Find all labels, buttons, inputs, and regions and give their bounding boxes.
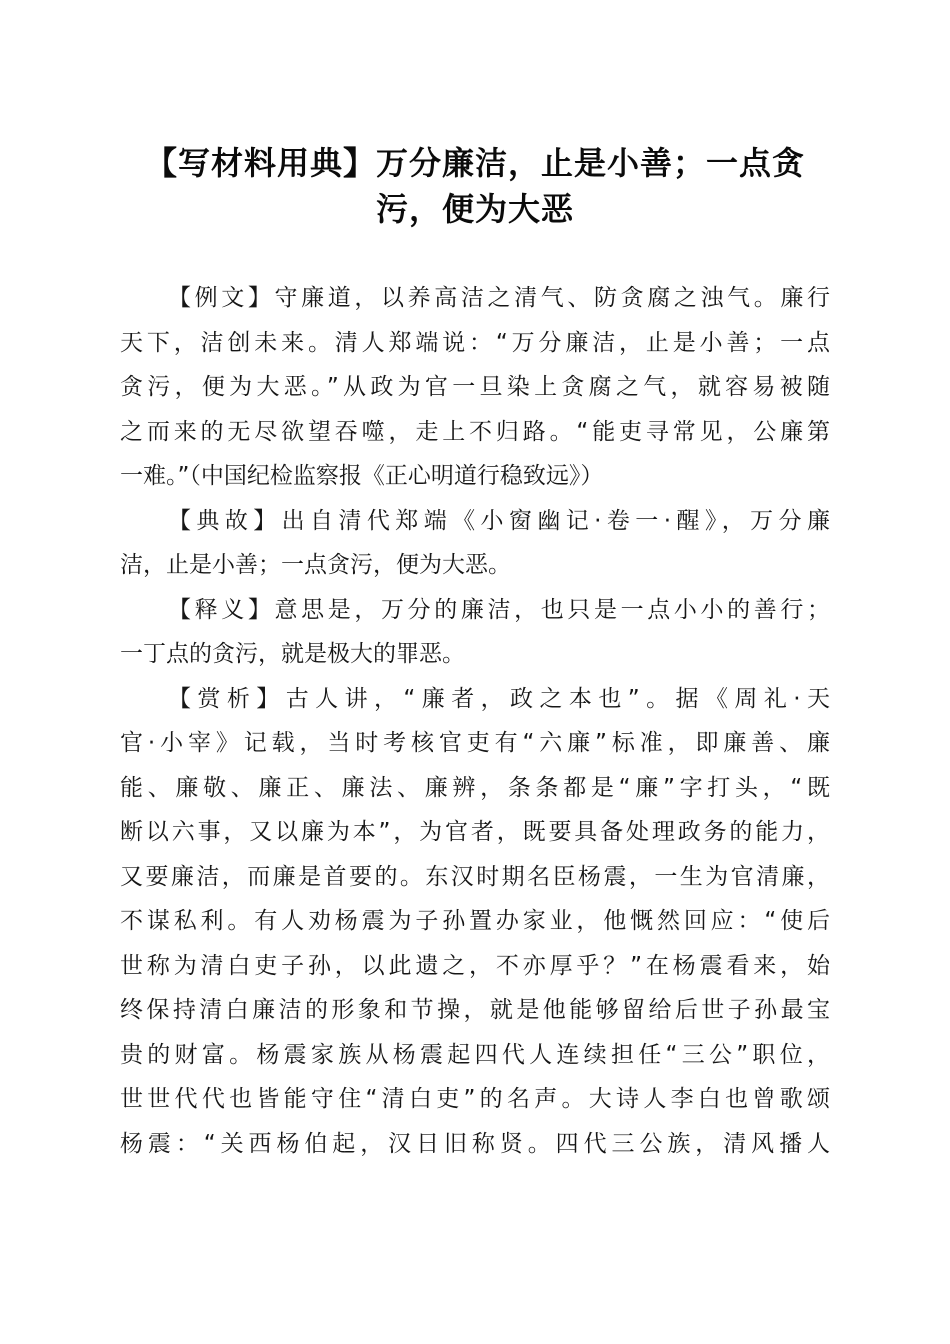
title-line-1: 【写材料用典】万分廉洁，止是小善；一点贪 bbox=[144, 144, 805, 182]
title-line-2: 污，便为大恶 bbox=[375, 190, 574, 228]
text-line: 断以六事，又以廉为本”，为官者，既要具备处理政务的能力， bbox=[120, 819, 830, 845]
text-line: 【典故】出自清代郑端《小窗幽记·卷一·醒》，万分廉 bbox=[168, 507, 830, 534]
paragraph-meaning bbox=[120, 588, 830, 677]
document-title bbox=[110, 140, 840, 232]
paragraph-appreciation bbox=[120, 677, 830, 1167]
text-line: 能、廉敬、廉正、廉法、廉辨，条条都是“廉”字打头，“既 bbox=[120, 774, 830, 801]
text-line: 天下，洁创未来。清人郑端说：“万分廉洁，止是小善；一点 bbox=[120, 329, 830, 356]
text-line: 一难。”（中国纪检监察报《正心明道行稳致远》） bbox=[120, 463, 604, 489]
text-line: 不谋私利。有人劝杨震为子孙置办家业，他慨然回应：“使后 bbox=[120, 908, 830, 934]
text-line: 又要廉洁，而廉是首要的。东汉时期名臣杨震，一生为官清廉， bbox=[120, 863, 830, 890]
text-line: 【例文】守廉道，以养高洁之清气、防贪腐之浊气。廉行 bbox=[168, 285, 830, 311]
text-line: 【释义】意思是，万分的廉洁，也只是一点小小的善行； bbox=[168, 596, 830, 623]
text-line: 贵的财富。杨震家族从杨震起四代人连续担任“三公”职位， bbox=[120, 1041, 830, 1068]
text-line: 【赏析】古人讲，“廉者，政之本也”。据《周礼·天 bbox=[168, 685, 830, 712]
text-line: 一丁点的贪污，就是极大的罪恶。 bbox=[120, 641, 465, 667]
text-line: 终保持清白廉洁的形象和节操，就是他能够留给后世子孙最宝 bbox=[120, 997, 830, 1023]
text-line: 之而来的无尽欲望吞噬，走上不归路。“能吏寻常见，公廉第 bbox=[120, 418, 830, 445]
text-line: 杨震：“关西杨伯起，汉日旧称贤。四代三公族，清风播人 bbox=[120, 1130, 830, 1157]
paragraph-allusion bbox=[120, 499, 830, 588]
document-body bbox=[120, 276, 830, 1166]
text-line: 世世代代也皆能守住“清白吏”的名声。大诗人李白也曾歌颂 bbox=[120, 1086, 830, 1112]
paragraph-example bbox=[120, 276, 830, 499]
text-line: 洁，止是小善；一点贪污，便为大恶。 bbox=[120, 552, 511, 578]
text-line: 世称为清白吏子孙，以此遗之，不亦厚乎？”在杨震看来，始 bbox=[120, 952, 830, 979]
text-line: 贪污，便为大恶。”从政为官一旦染上贪腐之气，就容易被随 bbox=[120, 374, 830, 400]
text-line: 官·小宰》记载，当时考核官吏有“六廉”标准，即廉善、廉 bbox=[120, 730, 830, 756]
